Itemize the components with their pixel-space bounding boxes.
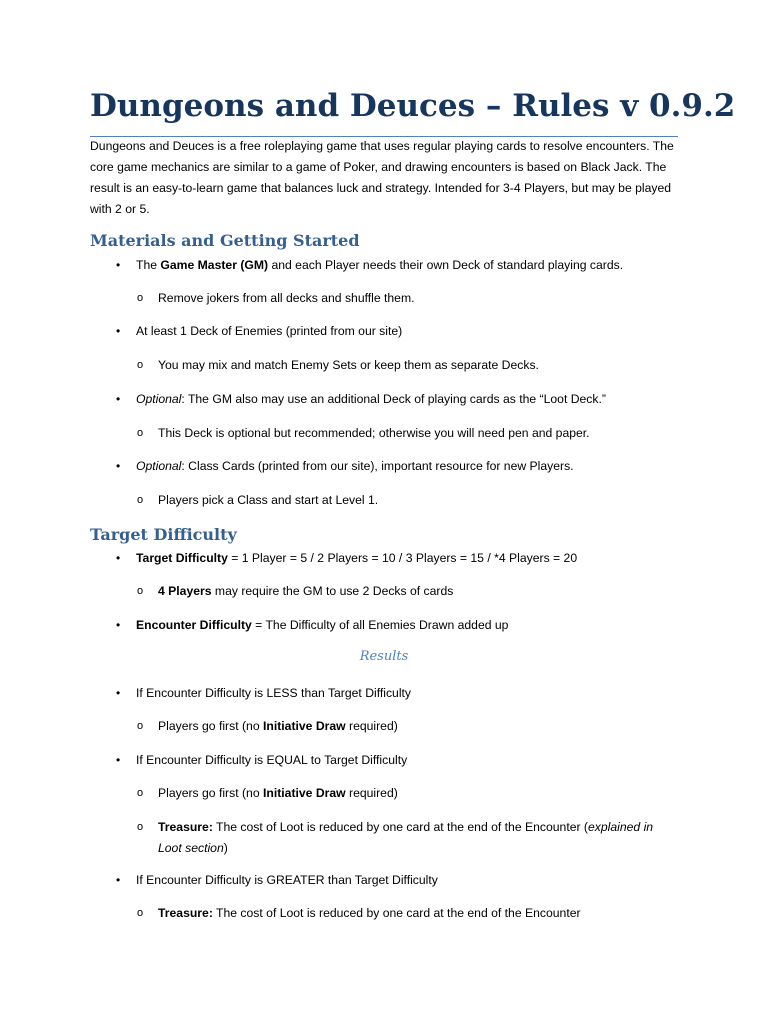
heading-target-difficulty: Target Difficulty — [90, 525, 237, 544]
sub-bullet-icon: o — [137, 720, 144, 732]
list-item: Optional: Class Cards (printed from our site), important resource for new Players. — [136, 459, 574, 473]
list-item: 4 Players may require the GM to use 2 Decks of cards — [158, 584, 454, 598]
bullet-icon: • — [116, 392, 121, 406]
intro-paragraph: Dungeons and Deuces is a free roleplaying game that uses regular playing cards to resolve encounters. The core game mechanics are similar to a game of Poker, and drawing encounters is based on Black Jack. The result is an easy-to-learn game that balances luck and strategy. Intended for 3-4 Players, but may be played with 2 or 5. — [90, 139, 674, 216]
heading-materials: Materials and Getting Started — [90, 231, 360, 250]
list-item: If Encounter Difficulty is GREATER than Target Difficulty — [136, 873, 438, 887]
list-item: Optional: The GM also may use an additional Deck of playing cards as the “Loot Deck.” — [136, 392, 606, 406]
sub-bullet-icon: o — [137, 585, 144, 597]
sub-bullet-icon: o — [137, 359, 144, 371]
bullet-icon: • — [116, 459, 121, 473]
list-item: If Encounter Difficulty is LESS than Target Difficulty — [136, 686, 412, 700]
list-item: Encounter Difficulty = The Difficulty of all Enemies Drawn added up — [136, 618, 509, 632]
list-item: Treasure: The cost of Loot is reduced by one card at the end of the Encounter — [158, 906, 581, 920]
list-item: This Deck is optional but recommended; otherwise you will need pen and paper. — [158, 426, 590, 440]
list-item: At least 1 Deck of Enemies (printed from our site) — [136, 324, 403, 338]
bullet-icon: • — [116, 873, 121, 887]
list-item: The Game Master (GM) and each Player needs their own Deck of standard playing cards. — [136, 258, 624, 272]
list-item: Target Difficulty = 1 Player = 5 / 2 Players = 10 / 3 Players = 15 / *4 Players = 20 — [136, 551, 578, 565]
list-item: Players go first (no Initiative Draw required) — [158, 786, 398, 800]
sub-bullet-icon: o — [137, 292, 144, 304]
bullet-icon: • — [116, 324, 121, 338]
sub-bullet-icon: o — [137, 821, 144, 833]
sub-bullet-icon: o — [137, 427, 144, 439]
bullet-icon: • — [116, 753, 121, 767]
document-title: Dungeons and Deuces – Rules v 0.9.2 — [90, 88, 736, 124]
list-item: Remove jokers from all decks and shuffle them. — [158, 291, 415, 305]
list-item: Treasure: The cost of Loot is reduced by one card at the end of the Encounter (explained in Loot section) — [158, 820, 654, 855]
sub-bullet-icon: o — [137, 787, 144, 799]
list-item: If Encounter Difficulty is EQUAL to Target Difficulty — [136, 753, 408, 767]
sub-bullet-icon: o — [137, 907, 144, 919]
list-item: Players go first (no Initiative Draw required) — [158, 719, 398, 733]
bullet-icon: • — [116, 618, 121, 632]
list-item: You may mix and match Enemy Sets or keep them as separate Decks. — [158, 358, 539, 372]
bullet-icon: • — [116, 551, 121, 565]
heading-results: Results — [359, 649, 409, 664]
sub-bullet-icon: o — [137, 494, 144, 506]
bullet-icon: • — [116, 686, 121, 700]
bullet-icon: • — [116, 258, 121, 272]
list-item: Players pick a Class and start at Level 1. — [158, 493, 379, 507]
